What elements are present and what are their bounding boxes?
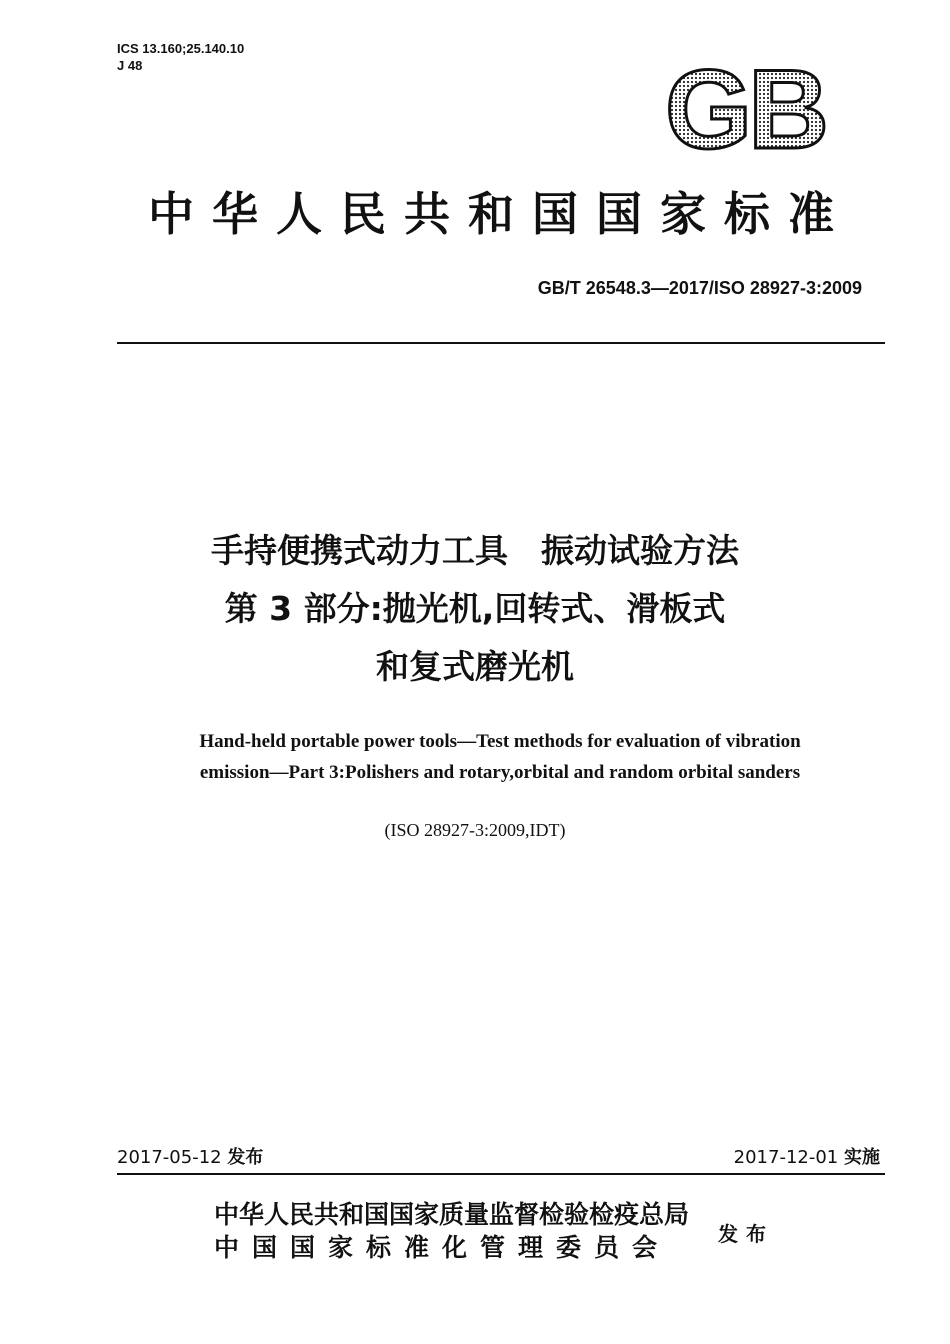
english-title-line-2: emission—Part 3:Polishers and rotary,orbital and random orbital sanders	[199, 762, 801, 783]
national-standard-title: 中华人民共和国国家标准	[148, 187, 852, 241]
english-title	[60, 726, 940, 788]
ics-code: ICS 13.160;25.140.10	[117, 41, 245, 56]
chinese-title-line-2: 第 3 部分:抛光机,回转式、滑板式	[224, 589, 726, 628]
ccs-code: J 48	[117, 58, 143, 73]
issue-date-block	[117, 1143, 263, 1169]
implementation-date: 2017-12-01	[733, 1147, 839, 1168]
issue-label: 发布	[227, 1147, 264, 1168]
footer-divider	[117, 1173, 885, 1175]
chinese-title-line-1: 手持便携式动力工具 振动试验方法	[211, 531, 739, 570]
header-divider	[117, 342, 885, 344]
iso-equivalence: (ISO 28927-3:2009,IDT)	[384, 820, 566, 840]
classification-codes	[117, 40, 244, 74]
standard-number: GB/T 26548.3—2017/ISO 28927-3:2009	[537, 278, 862, 298]
english-title-line-1: Hand-held portable power tools—Test methods for evaluation of vibration	[199, 731, 801, 752]
issue-date: 2017-05-12	[117, 1147, 222, 1168]
gb-logo	[650, 60, 840, 156]
issuer-aqsiq: 中华人民共和国国家质量监督检验检疫总局	[214, 1200, 690, 1229]
chinese-title	[75, 522, 875, 696]
implementation-label: 实施	[844, 1147, 880, 1168]
publish-label: 发布	[718, 1222, 774, 1246]
issuer-sac: 中国国家标准化管理委员会	[214, 1233, 671, 1262]
implementation-date-block	[734, 1143, 880, 1169]
gb-logo-graphic	[650, 60, 840, 156]
chinese-title-line-3: 和复式磨光机	[376, 647, 574, 686]
gb-logo-text: GB	[665, 60, 825, 156]
issuing-authorities	[214, 1198, 689, 1264]
